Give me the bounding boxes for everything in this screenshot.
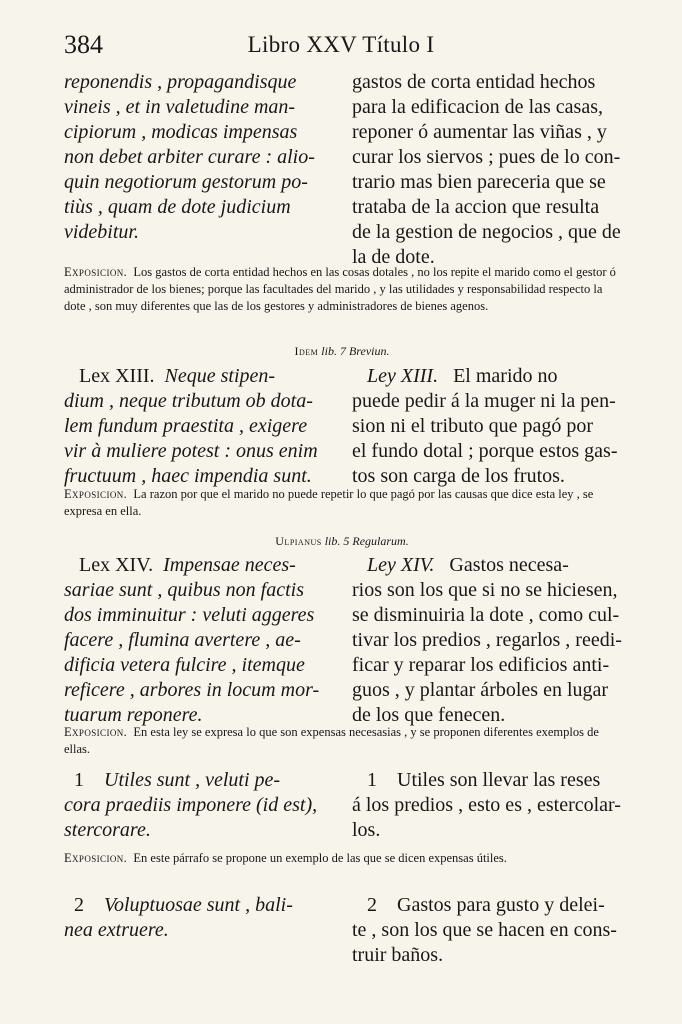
spanish-column <box>352 364 620 489</box>
latin-text: Neque stipen- <box>164 365 276 387</box>
spanish-line: la de dote. <box>352 246 435 268</box>
paragraph-number: 2 <box>367 894 377 916</box>
spanish-line: de la gestion de negocios , que de <box>352 221 621 243</box>
spanish-line: sion ni el tributo que pagó por <box>352 415 594 437</box>
exposicion-note-1 <box>64 264 620 315</box>
spanish-column <box>352 768 620 843</box>
exposicion-label: Exposicion. <box>64 725 128 739</box>
latin-line: stercorare. <box>64 819 151 841</box>
spanish-line: curar los siervos ; pues de lo con- <box>352 146 621 168</box>
exposicion-note-2 <box>64 486 620 520</box>
spanish-text: Gastos para gusto y delei- <box>397 894 605 916</box>
lex-heading: Lex XIII. <box>79 365 155 387</box>
latin-column <box>64 893 336 943</box>
latin-line: lem fundum praestita , exigere <box>64 415 308 437</box>
latin-text: Impensae neces- <box>163 554 296 576</box>
source-citation-1 <box>64 344 620 359</box>
latin-line: vineis , et in valetudine man- <box>64 96 296 118</box>
spanish-line: trataba de la accion que resulta <box>352 196 600 218</box>
exposicion-text: En este párrafo se propone un exemplo de las que se dicen expensas útiles. <box>133 851 507 865</box>
latin-line: reficere , arbores in locum mor- <box>64 679 320 701</box>
latin-line: non debet arbiter curare : alio- <box>64 146 315 168</box>
spanish-line: te , son los que se hacen en cons- <box>352 919 617 941</box>
latin-line: dium , neque tributum ob dota- <box>64 390 313 412</box>
spanish-line <box>352 364 620 389</box>
exposicion-note-3 <box>64 724 620 758</box>
page-header <box>64 30 618 64</box>
spanish-line: de los que fenecen. <box>352 704 506 726</box>
latin-line <box>64 364 336 389</box>
latin-line <box>64 768 336 793</box>
latin-line: vir à muliere potest : onus enim <box>64 440 318 462</box>
spanish-line: puede pedir á la muger ni la pen- <box>352 390 616 412</box>
latin-line: tuarum reponere. <box>64 704 203 726</box>
exposicion-label: Exposicion. <box>64 851 128 865</box>
source-reference: lib. 5 Regularum. <box>324 534 409 548</box>
spanish-column <box>352 70 620 270</box>
spanish-column <box>352 893 620 968</box>
ley-heading: Ley XIV. <box>367 554 435 576</box>
exposicion-text: La razon por que el marido no puede repetir lo que pagó por las causas que dice esta ley , se expresa en ella. <box>64 487 594 518</box>
spanish-line: tivar los predios , regarlos , reedi- <box>352 629 622 651</box>
spanish-line <box>352 553 620 578</box>
spanish-line: el fundo dotal ; porque estos gas- <box>352 440 618 462</box>
bilingual-block-2 <box>64 364 620 487</box>
latin-line: cipiorum , modicas impensas <box>64 121 298 143</box>
page-number: 384 <box>64 30 103 59</box>
spanish-line: se disminuiria la dote , como cul- <box>352 604 620 626</box>
spanish-line: reponer ó aumentar las viñas , y <box>352 121 607 143</box>
exposicion-label: Exposicion. <box>64 265 128 279</box>
latin-line: reponendis , propagandisque <box>64 71 297 93</box>
exposicion-text: En esta ley se expresa lo que son expensas necesasias , y se proponen diferentes exemplos de ellas. <box>64 725 599 756</box>
spanish-text: El marido no <box>453 365 558 387</box>
latin-line <box>64 553 336 578</box>
paragraph-number: 1 <box>367 769 377 791</box>
source-reference: lib. 7 Breviun. <box>321 344 390 358</box>
ley-heading: Ley XIII. <box>367 365 439 387</box>
paragraph-number: 1 <box>74 769 84 791</box>
spanish-line: gastos de corta entidad hechos <box>352 71 596 93</box>
source-citation-2 <box>64 534 620 549</box>
bilingual-block-1 <box>64 70 621 268</box>
latin-line: quin negotiorum gestorum po- <box>64 171 308 193</box>
spanish-line: los. <box>352 819 381 841</box>
latin-text: Utiles sunt , veluti pe- <box>104 769 281 791</box>
spanish-line <box>352 893 620 918</box>
spanish-line: ficar y reparar los edificios anti- <box>352 654 610 676</box>
spanish-line: para la edificacion de las casas, <box>352 96 603 118</box>
latin-line: sariae sunt , quibus non factis <box>64 579 305 601</box>
latin-column <box>64 553 336 728</box>
exposicion-text: Los gastos de corta entidad hechos en las cosas dotales , no los repite el marido como el gestor ó administrador de los bienes; porque las facultades del marido , y las utilidades y responsabilidad respecto la dote , son muy diferentes que las de los gestores y administradores de bienes agenos. <box>64 265 616 313</box>
spanish-column <box>352 553 620 728</box>
spanish-line: á los predios , esto es , estercolar- <box>352 794 621 816</box>
latin-line: cora praediis imponere (id est), <box>64 794 318 816</box>
latin-line: fructuum , haec impendia sunt. <box>64 465 312 487</box>
bilingual-block-4 <box>64 768 620 840</box>
source-author: Idem <box>294 344 319 358</box>
latin-line: videbitur. <box>64 221 139 243</box>
spanish-line: guos , y plantar árboles en lugar <box>352 679 609 701</box>
latin-column <box>64 364 336 489</box>
latin-line: facere , flumina avertere , ae- <box>64 629 301 651</box>
spanish-line: truir baños. <box>352 944 444 966</box>
latin-line: tiùs , quam de dote judicium <box>64 196 291 218</box>
exposicion-note-4 <box>64 850 620 867</box>
spanish-line <box>352 768 620 793</box>
latin-column <box>64 768 336 843</box>
spanish-text: Gastos necesa- <box>449 554 569 576</box>
spanish-text: Utiles son llevar las reses <box>397 769 601 791</box>
spanish-line: tos son carga de los frutos. <box>352 465 565 487</box>
latin-text: Voluptuosae sunt , bali- <box>104 894 293 916</box>
bilingual-block-3 <box>64 553 622 726</box>
exposicion-label: Exposicion. <box>64 487 128 501</box>
latin-line: dificia vetera fulcire , itemque <box>64 654 305 676</box>
latin-line <box>64 893 336 918</box>
running-title: Libro XXV Título I <box>247 32 435 57</box>
lex-heading: Lex XIV. <box>79 554 154 576</box>
latin-column <box>64 70 336 245</box>
spanish-line: rios son los que si no se hiciesen, <box>352 579 618 601</box>
latin-line: dos imminuitur : veluti aggeres <box>64 604 315 626</box>
paragraph-number: 2 <box>74 894 84 916</box>
spanish-line: trario mas bien pareceria que se <box>352 171 606 193</box>
bilingual-block-5 <box>64 893 620 965</box>
source-author: Ulpianus <box>275 534 322 548</box>
latin-line: nea extruere. <box>64 919 169 941</box>
